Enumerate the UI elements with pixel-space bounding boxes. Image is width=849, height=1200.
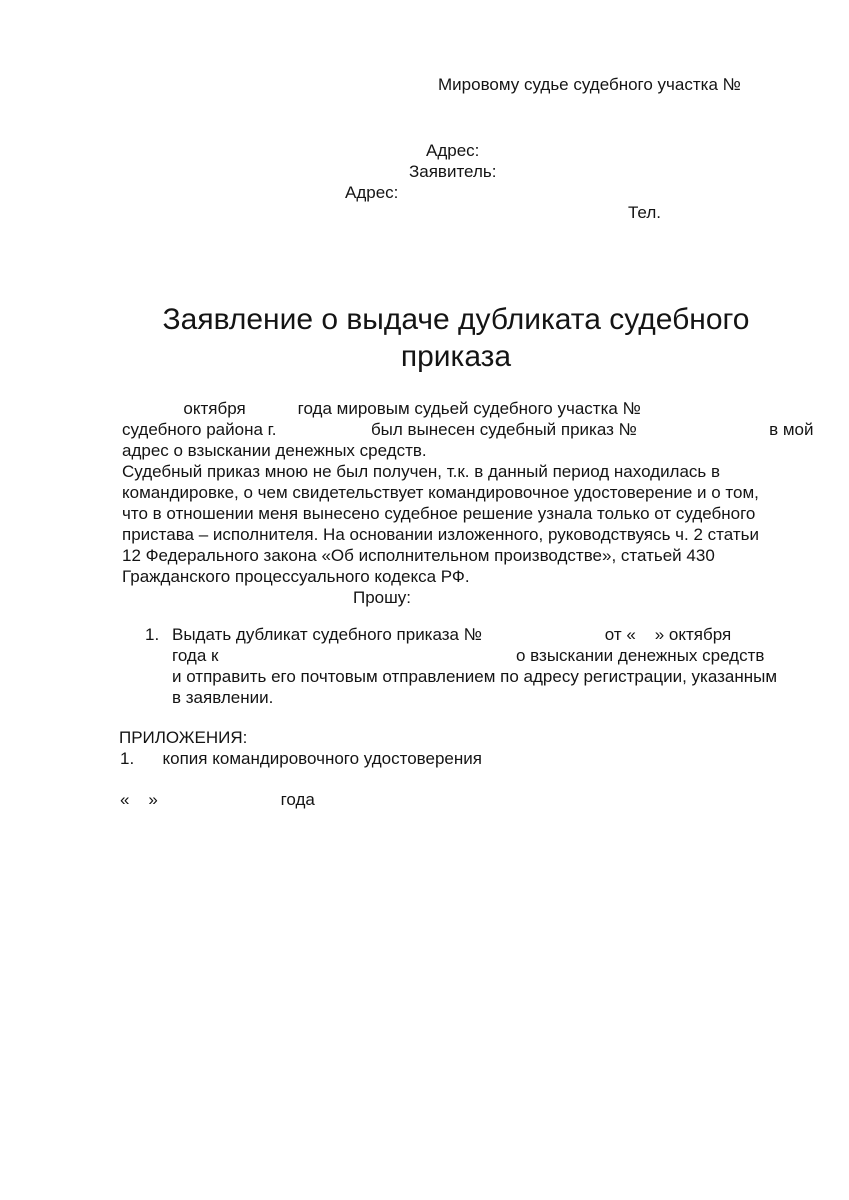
- list-item-line: года к о взыскании денежных средств: [172, 646, 765, 665]
- body-line: пристава – исполнителя. На основании изложенного, руководствуясь ч. 2 статьи: [122, 525, 759, 544]
- body-line: Судебный приказ мною не был получен, т.к. в данный период находилась в: [122, 462, 721, 481]
- body-line: адрес о взыскании денежных средств.: [122, 441, 427, 460]
- body-line: судебного района г. был вынесен судебный приказ № в мой: [122, 420, 814, 439]
- attachment-item: 1. копия командировочного удостоверения: [120, 749, 482, 768]
- list-item-line: Выдать дубликат судебного приказа № от « » октября: [172, 625, 732, 644]
- document-title: Заявление о выдаче дубликата судебного приказа: [162, 303, 750, 373]
- date-signature-line: « » года: [120, 790, 315, 809]
- body-line: 12 Федерального закона «Об исполнительном производстве», статьей 430: [122, 546, 715, 565]
- body-line: Гражданского процессуального кодекса РФ.: [122, 567, 470, 586]
- list-item-line: в заявлении.: [172, 688, 274, 707]
- body-paragraph: [122, 398, 822, 608]
- list-item-number: 1.: [145, 625, 160, 644]
- request-label: Прошу:: [353, 588, 411, 607]
- recipient-line: Мировому судье судебного участка №: [438, 75, 741, 94]
- phone-label: Тел.: [628, 203, 661, 222]
- body-line: октября года мировым судьей судебного участка №: [122, 399, 641, 418]
- applicant-address-label: Адрес:: [345, 183, 399, 202]
- court-address-label: Адрес:: [426, 141, 480, 160]
- body-line: командировке, о чем свидетельствует командировочное удостоверение и о том,: [122, 483, 759, 502]
- list-item-line: и отправить его почтовым отправлением по адресу регистрации, указанным: [172, 667, 778, 686]
- attachments-heading: ПРИЛОЖЕНИЯ:: [119, 728, 248, 747]
- list-item: [172, 624, 777, 708]
- applicant-label: Заявитель:: [409, 162, 497, 181]
- body-line: что в отношении меня вынесено судебное решение узнала только от судебного: [122, 504, 756, 523]
